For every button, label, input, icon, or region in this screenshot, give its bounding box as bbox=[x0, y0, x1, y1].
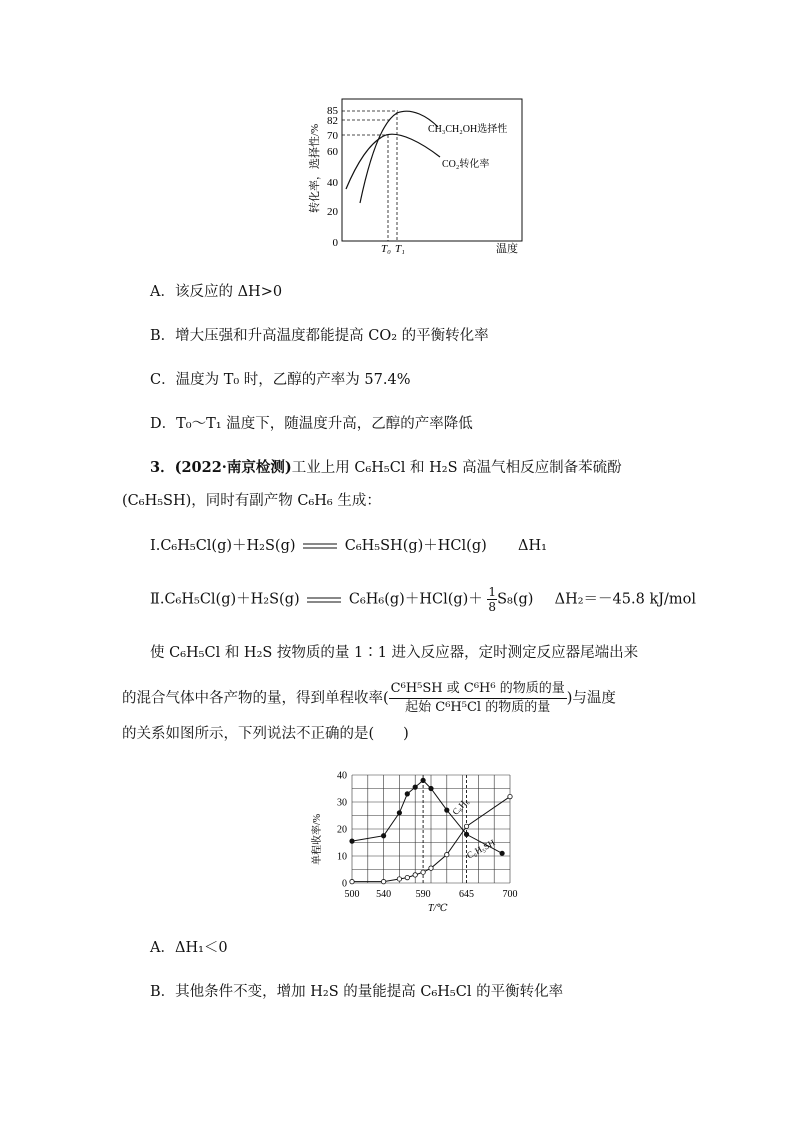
option-b-q3: B．其他条件不变，增加 H₂S 的量能提高 C₆H₅Cl 的平衡转化率 bbox=[150, 984, 564, 1000]
q3-equation-2 bbox=[150, 585, 696, 614]
data-point bbox=[413, 785, 417, 789]
yield-frac-den: 起始 C⁶H⁵Cl 的物质的量 bbox=[405, 700, 551, 715]
q3-stem-text1: 工业上用 C₆H₅Cl 和 H₂S 高温气相反应制备苯硫酚 bbox=[291, 460, 622, 476]
q3-para-line2 bbox=[122, 680, 616, 717]
data-point bbox=[464, 824, 468, 828]
equilibrium-arrow-icon bbox=[306, 596, 342, 604]
data-point bbox=[421, 870, 425, 874]
x-tick-label: 540 bbox=[376, 889, 392, 900]
yield-temperature-chart bbox=[300, 765, 530, 920]
eq1-right: C₆H₅SH(g)＋HCl(g) bbox=[344, 538, 487, 554]
eq1-left: Ⅰ.C₆H₅Cl(g)＋H₂S(g) bbox=[150, 538, 296, 554]
fig1-ytick-0: 0 bbox=[332, 237, 338, 249]
y-tick-label: 20 bbox=[337, 824, 347, 836]
fig1-ytick-85: 85 bbox=[327, 105, 338, 117]
option-a-q2: A．该反应的 ΔH>0 bbox=[150, 284, 283, 300]
data-point bbox=[350, 839, 354, 843]
eq1-dh: ΔH₁ bbox=[517, 538, 547, 554]
q3-stem-line2: (C₆H₅SH)，同时有副产物 C₆H₆ 生成： bbox=[122, 493, 381, 509]
data-point bbox=[413, 873, 417, 877]
chart-labels bbox=[337, 771, 518, 901]
x-tick-label: 645 bbox=[459, 889, 475, 900]
fig1-x-label: 温度 bbox=[496, 243, 518, 255]
y-tick-label: 40 bbox=[337, 770, 347, 782]
data-point bbox=[381, 834, 385, 838]
q3-source: (2022·南京检测) bbox=[174, 459, 292, 476]
x-tick-label: 590 bbox=[415, 889, 431, 900]
fig1-ytick-20: 20 bbox=[327, 206, 338, 218]
data-point bbox=[500, 851, 504, 855]
fig1-curve2-label: CO₂转化率 bbox=[442, 159, 490, 170]
q3-stem-line1 bbox=[150, 458, 622, 478]
q3-para-line1: 使 C₆H₅Cl 和 H₂S 按物质的量 1∶1 进入反应器，定时测定反应器尾端出来 bbox=[150, 645, 639, 661]
eq2-frac-num: 1 bbox=[488, 585, 497, 599]
eq2-s8: S₈(g) bbox=[497, 591, 534, 608]
y-tick-label: 30 bbox=[337, 797, 347, 809]
fig1-ytick-60: 60 bbox=[327, 146, 338, 158]
option-b-q2: B．增大压强和升高温度都能提高 CO₂ 的平衡转化率 bbox=[150, 328, 489, 344]
data-point bbox=[405, 792, 409, 796]
chart-y-label: 单程收率/% bbox=[312, 813, 323, 865]
fig1-curve-ethanol-selectivity bbox=[360, 111, 438, 203]
data-point bbox=[445, 808, 449, 812]
eq2-fraction bbox=[487, 585, 497, 614]
eq2-right: C₆H₆(g)＋HCl(g)＋ bbox=[348, 591, 483, 608]
fig1-curve1-label: CH₃CH₂OH选择性 bbox=[428, 124, 508, 135]
fig1-ytick-82: 82 bbox=[327, 115, 338, 127]
q3-para2-pre: 的混合气体中各产物的量，得到单程收率( bbox=[122, 690, 389, 707]
series-label-c6h6: C₆H₆ bbox=[450, 796, 471, 817]
yield-fraction bbox=[389, 680, 567, 717]
q3-equation-1 bbox=[150, 536, 547, 556]
data-point bbox=[421, 778, 425, 782]
data-point bbox=[350, 879, 354, 883]
q3-para-line3: 的关系如图所示，下列说法不正确的是( ) bbox=[122, 726, 409, 742]
y-tick-label: 0 bbox=[342, 878, 347, 890]
eq2-left: Ⅱ.C₆H₅Cl(g)＋H₂S(g) bbox=[150, 591, 300, 608]
option-a-q3: A．ΔH₁＜0 bbox=[150, 940, 228, 956]
chart-x-label: T/℃ bbox=[428, 903, 448, 914]
eq2-frac-den: 8 bbox=[488, 600, 497, 614]
fig1-xtick-t1: T₁ bbox=[395, 243, 405, 255]
figure-1-chart bbox=[300, 95, 530, 260]
data-point bbox=[429, 786, 433, 790]
fig1-ytick-70: 70 bbox=[327, 130, 338, 142]
fig1-curve-co2-conversion bbox=[346, 134, 440, 189]
data-point bbox=[381, 879, 385, 883]
fig1-xtick-t0: T₀ bbox=[381, 243, 391, 255]
data-point bbox=[397, 877, 401, 881]
q3-para2-post: )与温度 bbox=[566, 690, 616, 707]
equilibrium-arrow-icon bbox=[302, 542, 338, 550]
data-point bbox=[508, 794, 512, 798]
eq2-dh: ΔH₂＝－45.8 kJ/mol bbox=[554, 591, 697, 608]
fig1-y-label: 转化率，选择性/% bbox=[309, 123, 321, 213]
data-point bbox=[445, 852, 449, 856]
x-tick-label: 700 bbox=[502, 889, 518, 900]
q3-number: 3． bbox=[150, 459, 175, 476]
yield-frac-num: C⁶H⁵SH 或 C⁶H⁶ 的物质的量 bbox=[389, 680, 567, 699]
x-tick-label: 500 bbox=[344, 889, 360, 900]
option-c-q2: C．温度为 T₀ 时，乙醇的产率为 57.4% bbox=[150, 372, 411, 388]
option-d-q2: D．T₀～T₁ 温度下，随温度升高，乙醇的产率降低 bbox=[150, 416, 473, 432]
data-point bbox=[405, 875, 409, 879]
fig1-ytick-40: 40 bbox=[327, 177, 338, 189]
data-point bbox=[464, 832, 468, 836]
y-tick-label: 10 bbox=[337, 851, 347, 863]
series-label-c6h5sh: C₆H₅SH bbox=[465, 837, 497, 861]
data-point bbox=[397, 811, 401, 815]
data-point bbox=[429, 866, 433, 870]
